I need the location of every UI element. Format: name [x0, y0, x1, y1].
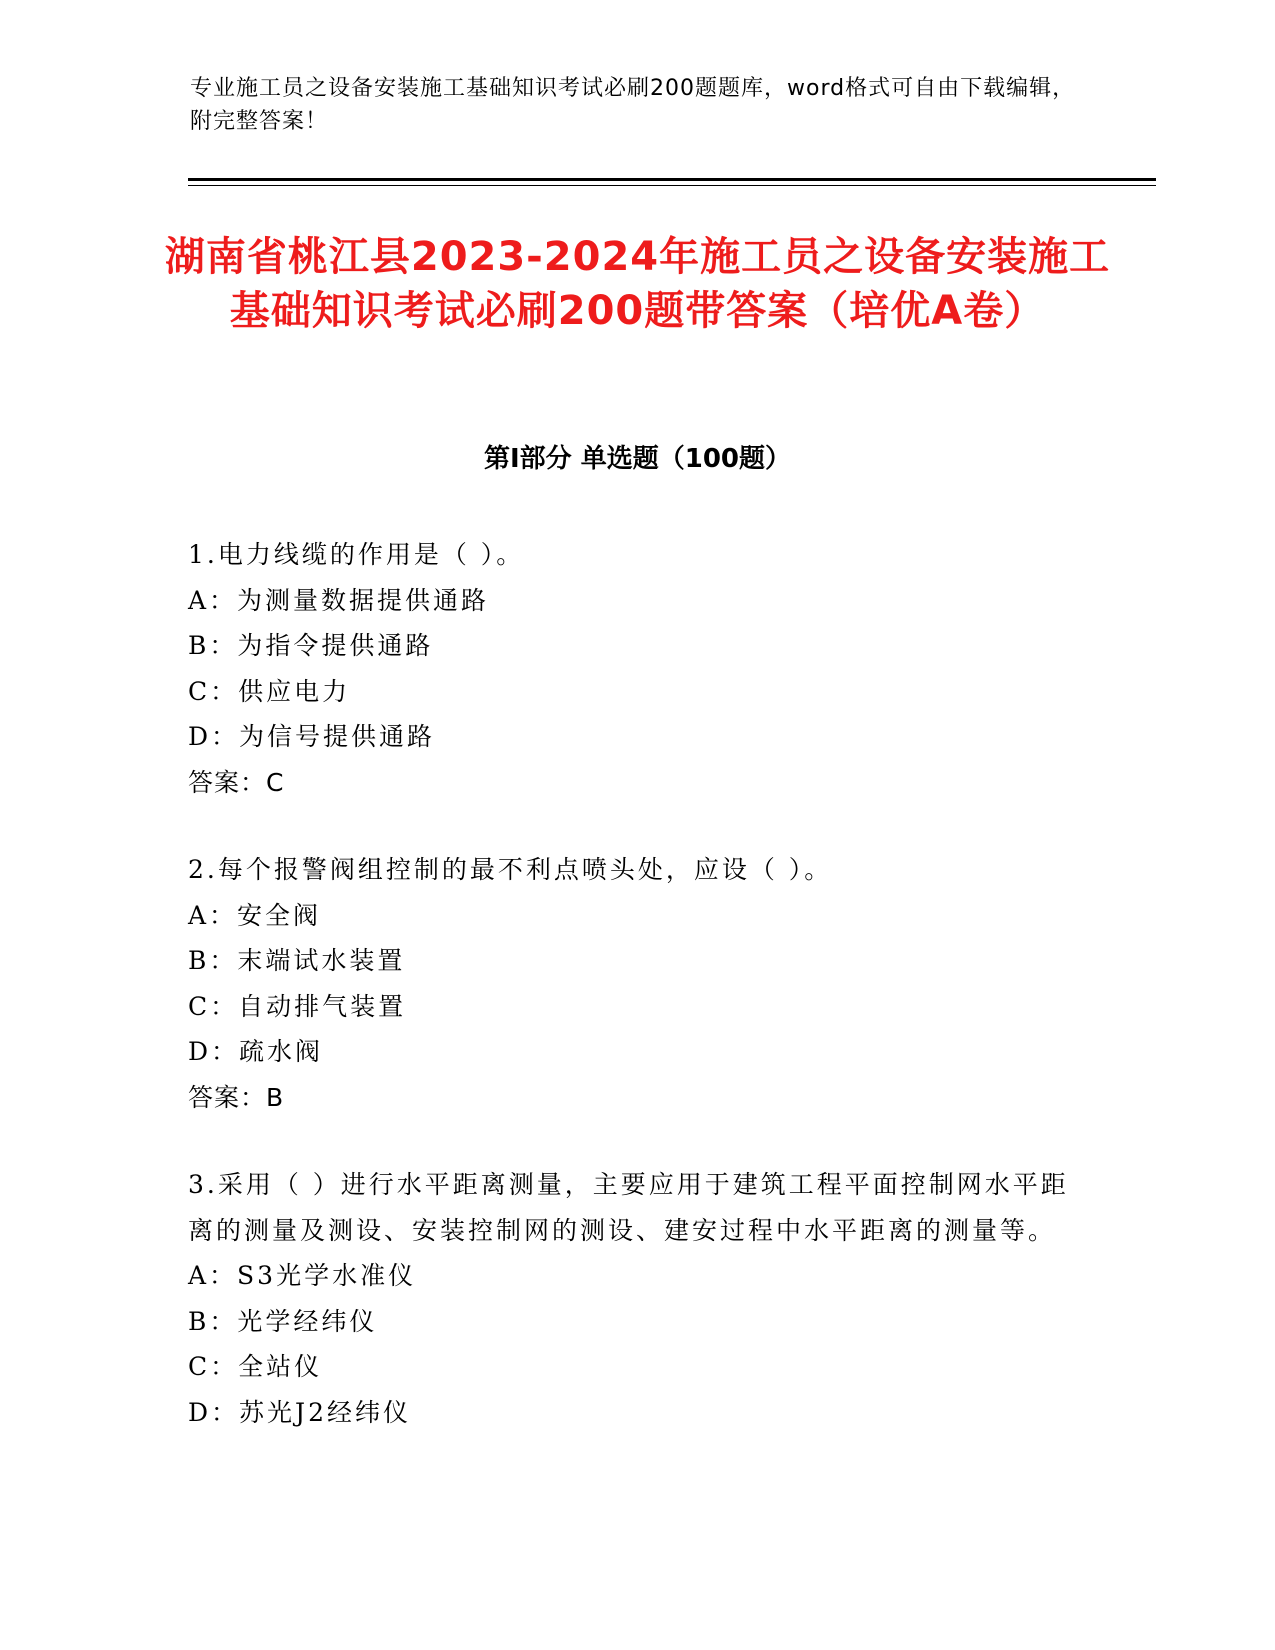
option-b: B：为指令提供通路 — [188, 631, 434, 660]
question-item — [188, 1162, 1088, 1435]
option-d: D：疏水阀 — [188, 1037, 324, 1066]
question-item — [188, 532, 1088, 805]
header-divider-thin — [188, 185, 1156, 186]
question-stem: 2.每个报警阀组控制的最不利点喷头处，应设（ ）。 — [188, 855, 833, 884]
option-a: A：为测量数据提供通路 — [188, 585, 490, 615]
header-note: 专业施工员之设备安装施工基础知识考试必刷200题题库，word格式可自由下载编辑，附完整答案！ — [190, 76, 1076, 134]
question-stem: 3.采用（ ）进行水平距离测量，主要应用于建筑工程平面控制网水平距离的测量及测设、安装控制网的测设、建安过程中水平距离的测量等。 — [188, 1170, 1069, 1245]
question-list — [188, 532, 1088, 1477]
answer-line: 答案：C — [188, 767, 285, 797]
document-title: 湖南省桃江县2023-2024年施工员之设备安装施工基础知识考试必刷200题带答案（培优A卷） — [164, 234, 1111, 334]
option-c: C：自动排气装置 — [188, 991, 407, 1021]
option-a: A：安全阀 — [188, 900, 322, 930]
option-d: D：苏光J2经纬仪 — [188, 1397, 411, 1427]
option-b: B：光学经纬仪 — [188, 1306, 378, 1336]
option-d: D：为信号提供通路 — [188, 722, 436, 751]
option-c: C：全站仪 — [188, 1352, 323, 1381]
header-divider-thick — [188, 178, 1156, 181]
question-item — [188, 847, 1088, 1120]
option-c: C：供应电力 — [188, 676, 351, 706]
option-a: A：S3光学水准仪 — [188, 1261, 417, 1290]
answer-line: 答案：B — [188, 1082, 285, 1112]
option-b: B：末端试水装置 — [188, 946, 406, 975]
question-stem: 1.电力线缆的作用是（ ）。 — [188, 540, 525, 569]
section-title: 第I部分 单选题（100题） — [484, 444, 791, 474]
